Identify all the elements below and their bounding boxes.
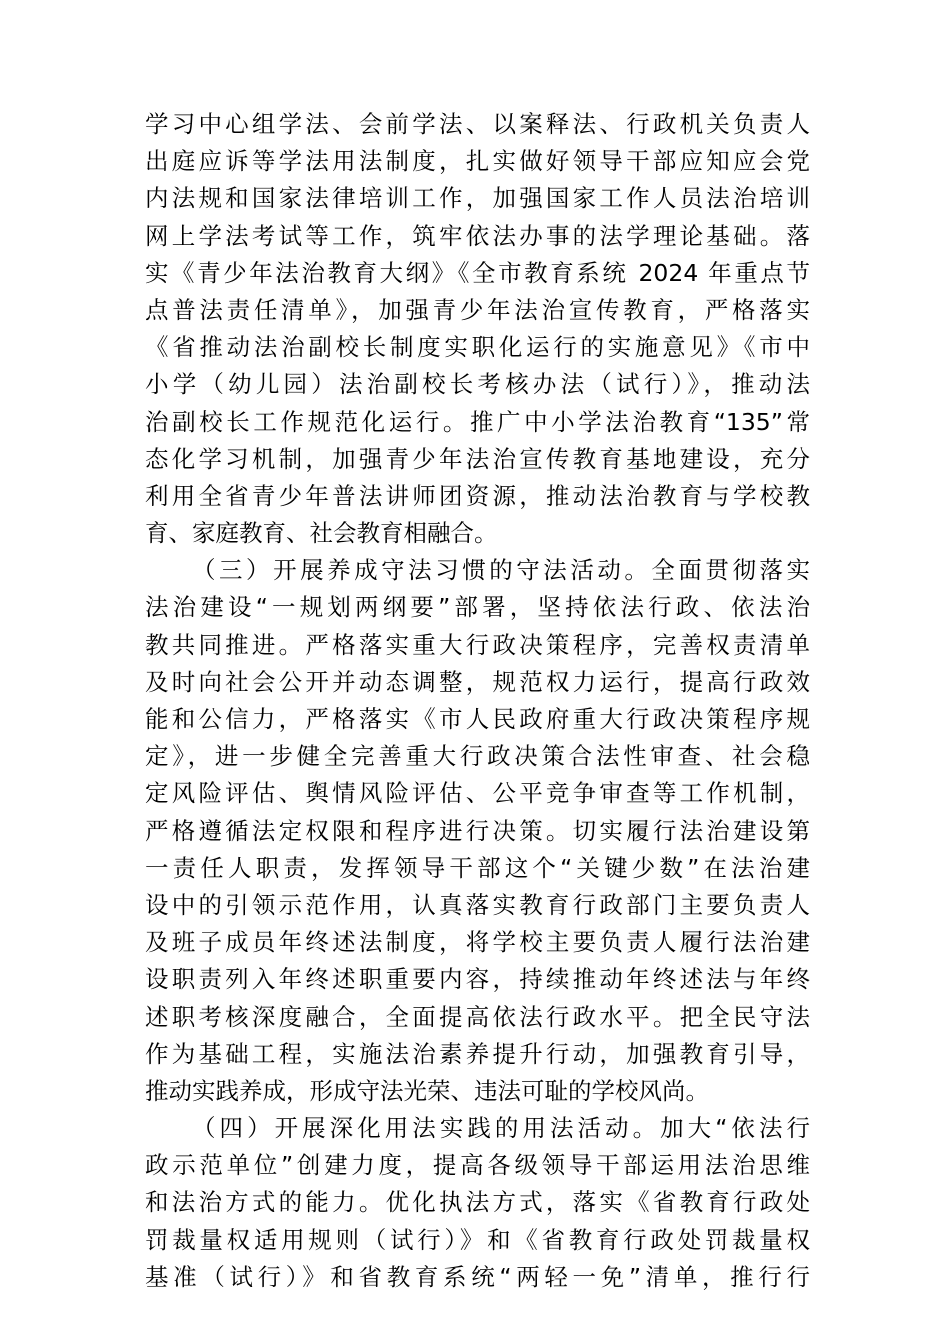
text-line: 基准（试行）》和省教育系统“两轻一免”清单，推行行 <box>145 1262 810 1291</box>
text-line: 法治建设“一规划两纲要”部署，坚持依法行政、依法治 <box>145 593 810 622</box>
text-line: 作为基础工程，实施法治素养提升行动，加强教育引导， <box>145 1039 810 1068</box>
text-line: 定风险评估、舆情风险评估、公平竞争审查等工作机制， <box>145 779 810 808</box>
text-line: 和法治方式的能力。优化执法方式，落实《省教育行政处 <box>145 1188 810 1217</box>
document-body <box>145 106 810 1296</box>
text-line: 政示范单位”创建力度，提高各级领导干部运用法治思维 <box>145 1151 810 1180</box>
text-line: 严格遵循法定权限和程序进行决策。切实履行法治建设第 <box>145 816 810 845</box>
text-line: 内法规和国家法律培训工作，加强国家工作人员法治培训 <box>145 184 810 213</box>
text-line: 《省推动法治副校长制度实职化运行的实施意见》《市中 <box>145 333 810 362</box>
section-heading-line: （三）开展养成守法习惯的守法活动。全面贯彻落实 <box>192 556 810 585</box>
paragraph-2 <box>145 552 810 1110</box>
text-line: 述职考核深度融合，全面提高依法行政水平。把全民守法 <box>145 1002 810 1031</box>
text-line: 设职责列入年终述职重要内容，持续推动年终述法与年终 <box>145 965 810 994</box>
paragraph-3 <box>145 1110 810 1296</box>
text-line: 学习中心组学法、会前学法、以案释法、行政机关负责人 <box>145 110 810 138</box>
text-line: 能和公信力，严格落实《市人民政府重大行政决策程序规 <box>145 705 810 733</box>
text-line: 设中的引领示范作用，认真落实教育行政部门主要负责人 <box>145 890 810 919</box>
text-line: 小学（幼儿园）法治副校长考核办法（试行）》，推动法 <box>145 370 810 399</box>
text-line: 出庭应诉等学法用法制度，扎实做好领导干部应知应会党 <box>145 147 810 176</box>
text-line: 育、家庭教育、社会教育相融合。 <box>145 519 498 548</box>
text-line: 一责任人职责，发挥领导干部这个“关键少数”在法治建 <box>145 853 810 882</box>
text-line: 态化学习机制，加强青少年法治宣传教育基地建设，充分 <box>145 444 810 473</box>
text-line: 教共同推进。严格落实重大行政决策程序，完善权责清单 <box>145 630 810 659</box>
text-line: 利用全省青少年普法讲师团资源，推动法治教育与学校教 <box>145 481 810 510</box>
text-line: 罚裁量权适用规则（试行）》和《省教育行政处罚裁量权 <box>145 1225 810 1254</box>
text-line: 推动实践养成，形成守法光荣、违法可耻的学校风尚。 <box>145 1076 709 1105</box>
text-line: 点普法责任清单》，加强青少年法治宣传教育，严格落实 <box>145 295 810 324</box>
section-heading-line: （四）开展深化用法实践的用法活动。加大“依法行 <box>192 1114 810 1143</box>
text-line: 及时向社会公开并动态调整，规范权力运行，提高行政效 <box>145 667 810 696</box>
text-line: 网上学法考试等工作，筑牢依法办事的法学理论基础。落 <box>145 221 810 250</box>
text-line: 治副校长工作规范化运行。推广中小学法治教育“135”常 <box>145 407 810 436</box>
text-line: 及班子成员年终述法制度，将学校主要负责人履行法治建 <box>145 928 810 957</box>
text-line: 实《青少年法治教育大纲》《全市教育系统 2024 年重点节 <box>145 258 810 287</box>
paragraph-1 <box>145 106 810 552</box>
text-line: 定》，进一步健全完善重大行政决策合法性审查、社会稳 <box>145 742 810 771</box>
